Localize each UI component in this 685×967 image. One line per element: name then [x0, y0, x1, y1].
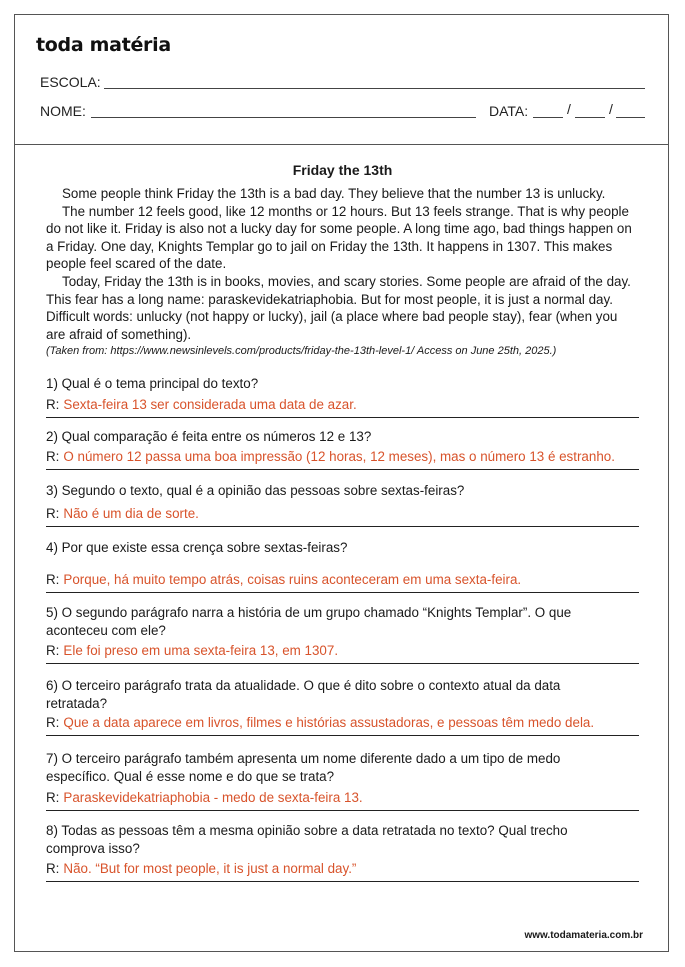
answer-text: Não é um dia de sorte. [63, 506, 199, 521]
question-5: 5) O segundo parágrafo narra a história de um grupo chamado “Knights Templar”. O que aconteceu com ele? [46, 605, 572, 638]
question-4: 4) Por que existe essa crença sobre sextas-feiras? [46, 540, 348, 555]
answer-7[interactable] [46, 790, 639, 811]
question-3: 3) Segundo o texto, qual é a opinião das pessoas sobre sextas-feiras? [46, 483, 465, 498]
date-label: DATA: [489, 103, 529, 119]
answer-prefix: R: [46, 506, 60, 521]
answer-prefix: R: [46, 449, 60, 464]
name-label: NOME: [40, 103, 86, 119]
answer-5[interactable] [46, 643, 639, 664]
answer-text: O número 12 passa uma boa impressão (12 horas, 12 meses), mas o número 13 é estranho. [63, 449, 615, 464]
answer-prefix: R: [46, 643, 60, 658]
question-7: 7) O terceiro parágrafo também apresenta um nome diferente dado a um tipo de medo específico. Qual é esse nome e do que se trata? [46, 751, 561, 784]
answer-8[interactable] [46, 861, 639, 882]
paragraph: Today, Friday the 13th is in books, movies, and scary stories. Some people are afraid of the day. This fear has a long name: paraskevidekatriaphobia. But for most people, it is just a normal day. Difficult words: unlucky (not happy or lucky), jail (a place where bad people stay), fear (when you are afraid of something). [46, 273, 631, 342]
answer-text: Ele foi preso em uma sexta-feira 13, em 1307. [63, 643, 339, 658]
paragraph: Some people think Friday the 13th is a bad day. They believe that the number 13 is unlucky. [62, 186, 606, 201]
answer-2[interactable] [46, 449, 639, 470]
question-2: 2) Qual comparação é feita entre os números 12 e 13? [46, 429, 372, 444]
brand-logo: toda matéria [36, 34, 171, 56]
answer-text: Paraskevidekatriaphobia - medo de sexta-feira 13. [63, 790, 363, 805]
answer-prefix: R: [46, 861, 60, 876]
date-separator: / [609, 101, 613, 117]
answer-1[interactable] [46, 397, 639, 418]
question-6: 6) O terceiro parágrafo trata da atualidade. O que é dito sobre o contexto atual da data retratada? [46, 678, 561, 711]
footer-url: www.todamateria.com.br [524, 930, 643, 941]
answer-text: Que a data aparece em livros, filmes e histórias assustadoras, e pessoas têm medo dela. [63, 715, 595, 730]
question-1: 1) Qual é o tema principal do texto? [46, 376, 259, 391]
answer-6[interactable] [46, 715, 639, 736]
source-citation: (Taken from: https://www.newsinlevels.com/products/friday-the-13th-level-1/ Access on June 25th, 2025.) [46, 345, 557, 358]
date-month-field[interactable] [575, 117, 605, 118]
name-field[interactable] [91, 117, 476, 118]
date-day-field[interactable] [533, 117, 563, 118]
answer-text: Não. “But for most people, it is just a normal day.” [63, 861, 357, 876]
school-label: ESCOLA: [40, 74, 101, 90]
answer-prefix: R: [46, 397, 60, 412]
answer-4[interactable] [46, 572, 639, 593]
answer-prefix: R: [46, 572, 60, 587]
answer-prefix: R: [46, 790, 60, 805]
paragraph: The number 12 feels good, like 12 months or 12 hours. But 13 feels strange. That is why people do not like it. Friday is also not a lucky day for some people. A long time ago, bad things happen on a Friday. One day, Knights Templar go to jail on Friday the 13th. It happens in 1307. This makes people feel scared of the date. [46, 203, 632, 272]
answer-3[interactable] [46, 506, 639, 527]
answer-prefix: R: [46, 715, 60, 730]
date-separator: / [567, 101, 571, 117]
date-year-field[interactable] [616, 117, 645, 118]
answer-text: Sexta-feira 13 ser considerada uma data de azar. [63, 397, 357, 412]
question-8: 8) Todas as pessoas têm a mesma opinião sobre a data retratada no texto? Qual trecho comprova isso? [46, 823, 568, 856]
school-field[interactable] [104, 88, 645, 89]
text-title: Friday the 13th [292, 162, 393, 178]
reading-text [46, 185, 640, 359]
answer-text: Porque, há muito tempo atrás, coisas ruins aconteceram em uma sexta-feira. [63, 572, 522, 587]
